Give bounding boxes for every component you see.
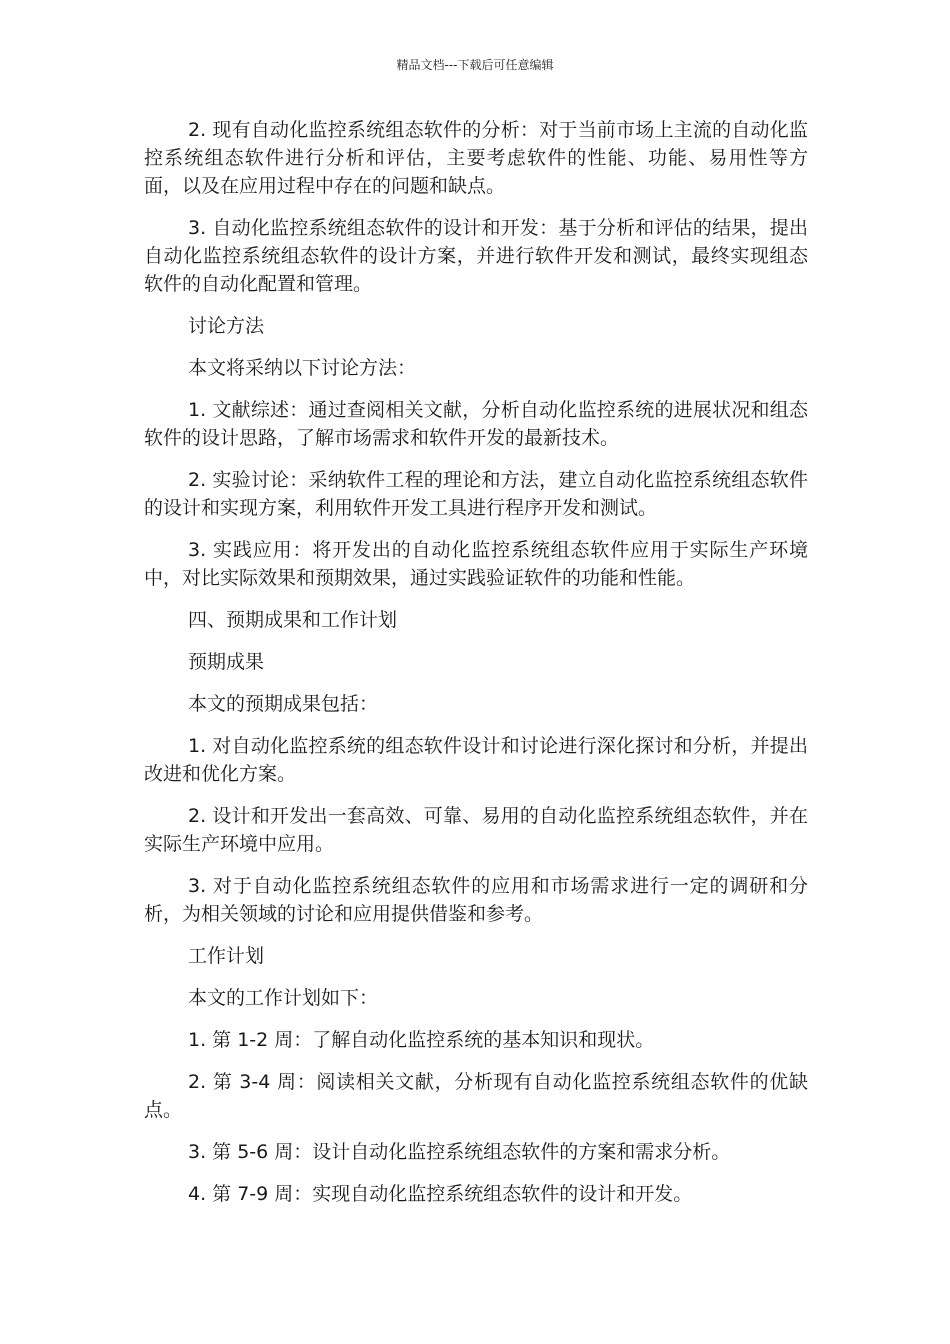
list-item: 1. 对自动化监控系统的组态软件设计和讨论进行深化探讨和分析，并提出改进和优化方案。 (144, 735, 808, 785)
list-item: 3. 第 5-6 周：设计自动化监控系统组态软件的方案和需求分析。 (188, 1141, 731, 1163)
section-heading: 四、预期成果和工作计划 (188, 609, 398, 631)
list-item: 1. 第 1-2 周：了解自动化监控系统的基本知识和现状。 (188, 1029, 655, 1051)
paragraph: 本文的工作计划如下： (188, 987, 379, 1009)
paragraph: 3. 自动化监控系统组态软件的设计和开发：基于分析和评估的结果，提出自动化监控系统组态软件的设计方案，并进行软件开发和测试，最终实现组态软件的自动化配置和管理。 (144, 217, 808, 295)
list-item: 2. 实验讨论：采纳软件工程的理论和方法，建立自动化监控系统组态软件的设计和实现方案，利用软件开发工具进行程序开发和测试。 (144, 469, 808, 519)
list-item: 3. 实践应用：将开发出的自动化监控系统组态软件应用于实际生产环境中，对比实际效果和预期效果，通过实践验证软件的功能和性能。 (144, 539, 808, 589)
document-body (144, 116, 808, 1222)
section-heading: 预期成果 (188, 651, 265, 673)
list-item: 3. 对于自动化监控系统组态软件的应用和市场需求进行一定的调研和分析，为相关领域的讨论和应用提供借鉴和参考。 (144, 875, 808, 925)
page-header: 精品文档---下载后可任意编辑 (396, 58, 554, 72)
list-item: 1. 文献综述：通过查阅相关文献，分析自动化监控系统的进展状况和组态软件的设计思路，了解市场需求和软件开发的最新技术。 (144, 399, 808, 449)
list-item: 2. 设计和开发出一套高效、可靠、易用的自动化监控系统组态软件，并在实际生产环境中应用。 (144, 805, 808, 855)
list-item: 4. 第 7-9 周：实现自动化监控系统组态软件的设计和开发。 (188, 1183, 693, 1205)
list-item: 2. 第 3-4 周：阅读相关文献，分析现有自动化监控系统组态软件的优缺点。 (144, 1071, 808, 1121)
section-heading: 工作计划 (188, 945, 265, 967)
paragraph: 本文的预期成果包括： (188, 693, 379, 715)
paragraph: 2. 现有自动化监控系统组态软件的分析：对于当前市场上主流的自动化监控系统组态软件进行分析和评估，主要考虑软件的性能、功能、易用性等方面，以及在应用过程中存在的问题和缺点。 (144, 119, 808, 197)
paragraph: 本文将采纳以下讨论方法： (188, 357, 417, 379)
section-heading: 讨论方法 (188, 315, 265, 337)
